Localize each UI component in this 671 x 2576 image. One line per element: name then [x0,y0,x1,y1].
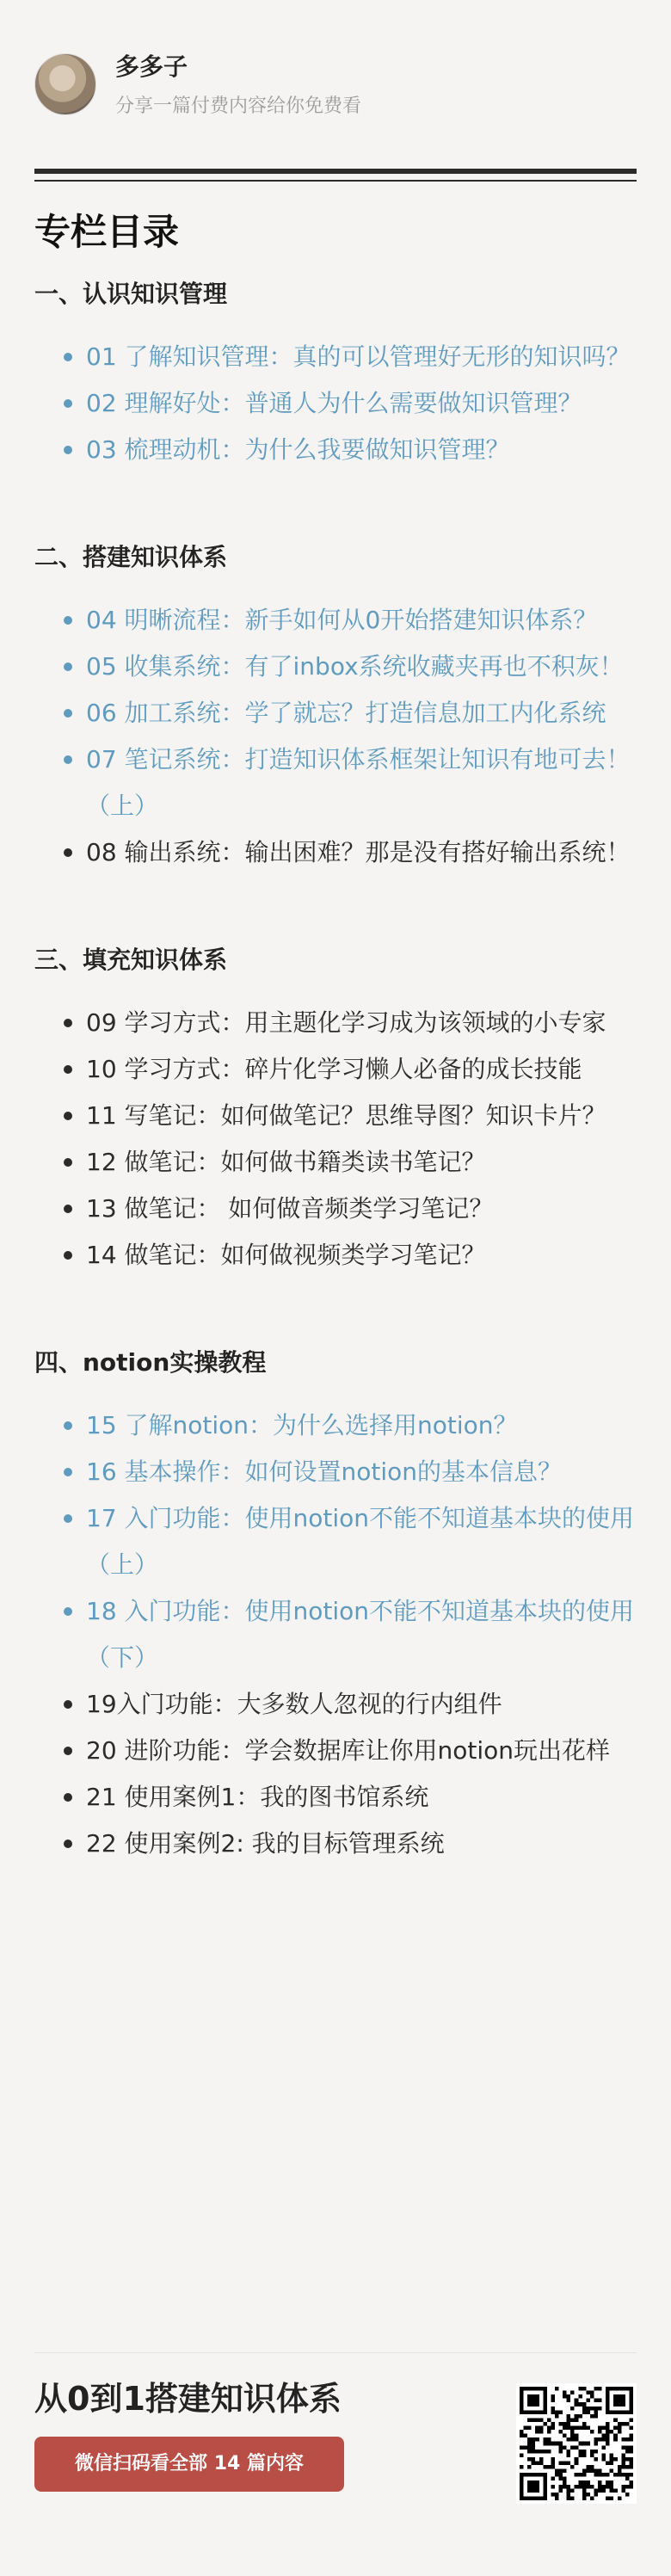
article-item [62,1093,637,1139]
article-list [34,597,637,876]
article-item [62,1000,637,1046]
footer-title: 从0到1搭建知识体系 [34,2380,342,2418]
article-link[interactable] [62,644,637,690]
footer-divider [34,2352,637,2353]
bullet-icon [64,446,72,454]
bullet-icon [64,1607,72,1616]
article-link[interactable] [62,380,637,427]
article-title: 13 做笔记： 如何做音频类学习笔记？ [86,1194,494,1223]
bullet-icon [64,755,72,764]
article-item [62,1821,637,1867]
bullet-icon [64,1112,72,1120]
bullet-icon [64,1793,72,1802]
toc-section [34,1340,637,1867]
bullet-icon [64,1065,72,1074]
bullet-icon [64,616,72,625]
article-title: 20 进阶功能：学会数据库让你用notion玩出花样 [86,1736,611,1765]
article-list [34,1402,637,1867]
author-subtitle: 分享一篇付费内容给你免费看 [115,96,362,117]
bullet-icon [64,709,72,718]
article-title: 14 做笔记：如何做视频类学习笔记？ [86,1241,486,1269]
article-title[interactable]: 07 笔记系统：打造知识体系框架让知识有地可去！（上） [86,745,631,820]
bullet-icon [64,848,72,857]
bullet-icon [64,1421,72,1430]
article-title[interactable]: 05 收集系统：有了inbox系统收藏夹再也不积灰！ [86,652,624,681]
qr-code-icon[interactable] [516,2383,637,2504]
article-title: 09 学习方式：用主题化学习成为该领域的小专家 [86,1008,606,1037]
bullet-icon [64,1251,72,1260]
article-item [62,1681,637,1728]
article-title[interactable]: 17 入门功能：使用notion不能不知道基本块的使用（上） [86,1504,635,1579]
section-title: 一、认识知识管理 [34,280,228,308]
article-title[interactable]: 02 理解好处：普通人为什么需要做知识管理？ [86,389,582,417]
article-title[interactable]: 06 加工系统：学了就忘？打造信息加工内化系统 [86,699,606,727]
bullet-icon [64,1514,72,1523]
bullet-icon [64,1468,72,1476]
article-title: 22 使用案例2: 我的目标管理系统 [86,1829,445,1858]
section-title: 二、搭建知识体系 [34,543,228,571]
article-item [62,1139,637,1186]
article-link[interactable] [62,427,637,473]
author-header [34,50,637,127]
article-item [62,1232,637,1279]
toc-section [34,938,637,1279]
article-link[interactable] [62,1402,637,1449]
article-title[interactable]: 16 基本操作：如何设置notion的基本信息？ [86,1457,563,1486]
bullet-icon [64,1747,72,1755]
bullet-icon [64,1158,72,1167]
article-title: 10 学习方式：碎片化学习懒人必备的成长技能 [86,1055,582,1083]
toc-sections [34,272,637,1867]
section-title: 四、notion实操教程 [34,1348,267,1377]
article-link[interactable] [62,1588,637,1681]
article-title[interactable]: 15 了解notion：为什么选择用notion？ [86,1411,518,1439]
divider-thick [34,169,637,174]
article-list [34,1000,637,1279]
article-item [62,1774,637,1821]
qr-code-graphic [520,2387,633,2500]
bullet-icon [64,662,72,671]
article-title: 12 做笔记：如何做书籍类读书笔记？ [86,1148,486,1176]
bullet-icon [64,1700,72,1709]
bullet-icon [64,353,72,361]
article-title[interactable]: 18 入门功能：使用notion不能不知道基本块的使用（下） [86,1597,635,1672]
article-title: 21 使用案例1：我的图书馆系统 [86,1783,429,1811]
article-title[interactable]: 03 梳理动机：为什么我要做知识管理？ [86,435,510,464]
article-item [62,1046,637,1093]
page-title: 专栏目录 [34,211,180,253]
article-title[interactable]: 01 了解知识管理：真的可以管理好无形的知识吗？ [86,342,631,371]
article-title: 08 输出系统：输出困难？那是没有搭好输出系统！ [86,838,631,866]
article-link[interactable] [62,334,637,380]
article-item [62,1186,637,1232]
section-title: 三、填充知识体系 [34,946,228,974]
toc-section [34,272,637,473]
bullet-icon [64,399,72,408]
toc-section [34,535,637,876]
article-link[interactable] [62,1449,637,1495]
bullet-icon [64,1205,72,1213]
article-item [62,829,637,876]
article-title[interactable]: 04 明晰流程：新手如何从0开始搭建知识体系？ [86,606,598,634]
article-link[interactable] [62,597,637,644]
scan-cta-button[interactable]: 微信扫码看全部 14 篇内容 [34,2437,344,2492]
author-name[interactable]: 多多子 [115,52,188,81]
article-item [62,1728,637,1774]
bullet-icon [64,1019,72,1027]
article-link[interactable] [62,1495,637,1588]
article-link[interactable] [62,690,637,736]
article-title: 19入门功能：大多数人忽视的行内组件 [86,1690,502,1718]
table-of-contents [34,206,637,1929]
article-title: 11 写笔记：如何做笔记？思维导图？知识卡片？ [86,1101,606,1130]
divider-thin [34,180,637,182]
bullet-icon [64,1840,72,1848]
avatar[interactable] [34,53,96,115]
article-link[interactable] [62,736,637,829]
article-list [34,334,637,473]
